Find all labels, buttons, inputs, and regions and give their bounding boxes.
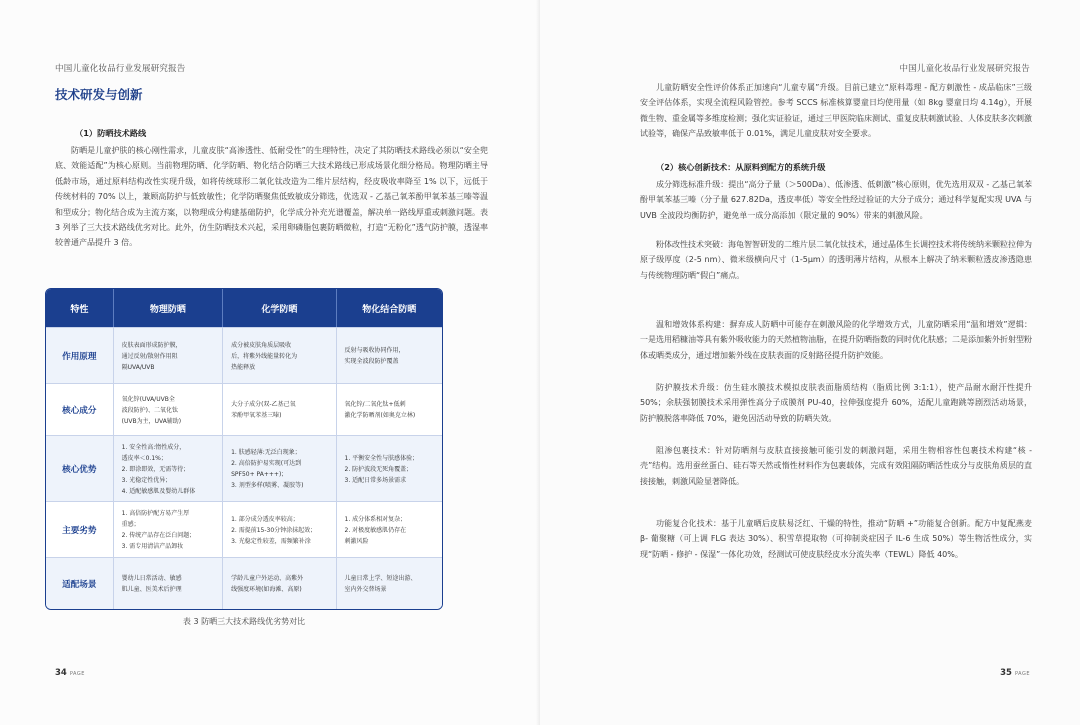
film-block — [640, 380, 1032, 426]
compound-block — [640, 516, 1032, 562]
paragraph-sunscreen: 防晒是儿童护肤的核心刚性需求，儿童皮肤“高渗透性、低耐受性”的生理特性，决定了其防晒技术路线必须以“安全兜底、效能适配”为核心原则。当前物理防晒、化学防晒、物化结合防晒三大技术路线已形成场景化细分格局。物理防晒主导低龄市场，通过原料结构改性实现升级，如将传统球形二氧化钛改造为二维片层结构，经皮吸收率降至 1% 以下，远低于传统材料的 70% 以上，兼顾高防护与低致敏性；化学防晒聚焦低致敏成分筛选，优选双 - 乙基己氧苯酚甲氧苯基三嗪等温和型成分；物化结合成为主流方案，以物理成分构建基础防护，化学成分补充光谱覆盖，解决单一路线厚重或刺激问题。表 3 列举了三大技术路线优劣对比。此外，仿生防晒技术兴起，采用卵磷脂包裹防晒微粒，打造“无粉化”透气防护膜，透湿率较普通产品提升 3 倍。 — [55, 146, 488, 248]
table-cell: 皮肤表面形成防护膜， 通过反射/散射作用阻 隔UVA/UVB — [114, 328, 223, 383]
subhead-innovation: （2）核心创新技术：从原料到配方的系统升级 — [656, 162, 826, 172]
page-number-left: 34 PAGE — [55, 668, 85, 678]
comparison-table — [45, 288, 443, 610]
table-cell: 儿童日常上学、短途出游、 室内外交替场景 — [344, 575, 417, 593]
table-cell: 成分被皮肤角质层吸收 后，将紫外线能量转化为 热能释放 — [223, 328, 336, 383]
table-cell: 1. 肤感轻薄:无泛白现象； 2. 高倍防护易实现(可达到 SPF50+ PA+++)； 3. 剂型多样(喷雾、凝胶等) — [223, 436, 336, 501]
row-label: 主要劣势 — [46, 502, 114, 557]
table-cell: 1. 安全性高:惰性成分， 透皮率＜0.1%； 2. 即涂即效，无需等待； 3. 光稳定性优异； 4. 适配敏感肌及婴幼儿群体 — [114, 436, 223, 501]
page-35 — [540, 0, 1080, 725]
paragraph-safety: 儿童防晒安全性评价体系正加速向“儿童专属”升级。目前已建立“原料毒理 - 配方刺激性 - 成品临床”三级安全评估体系，实现全流程风险管控。参考 SCCS 标准核算婴童日均使用量（如 8kg 婴童日均 4.14g），开展微生物、重金属等多维度检测；强化实证验证，通过三甲医院临床测试、重复皮肤刺激试验、人体皮肤多次刺激试验等，确保产品致敏率低于 0.01%，满足儿童皮肤对安全要求。 — [640, 83, 1032, 139]
safety-eval-block — [640, 80, 1032, 142]
table-cell: 1. 高倍防护配方易产生厚 重感； 2. 传统产品存在泛白问题； 3. 需专用清洁产品卸妆 — [114, 502, 223, 557]
table-header-cell: 特性 — [46, 289, 114, 327]
table-header-cell: 物理防晒 — [114, 289, 223, 327]
innovation-block — [640, 162, 1032, 223]
table-row — [46, 383, 442, 435]
running-head-right: 中国儿童化妆品行业发展研究报告 — [899, 64, 1030, 74]
paragraph-powder: 粉体改性技术突破：海龟智智研发的二维片层二氧化钛技术，通过晶体生长调控技术将传统纳米颗粒拉伸为原子级厚度（2-5 nm）、微米级横向尺寸（1-5μm）的透明薄片结构，从根本上解决了纳米颗粒透皮渗透隐患与传统物理防晒“假白”痛点。 — [640, 240, 1032, 280]
running-head-left: 中国儿童化妆品行业发展研究报告 — [55, 64, 186, 74]
table-row — [46, 435, 442, 501]
table-header-cell: 物化结合防晒 — [362, 304, 417, 315]
row-label: 核心成分 — [46, 384, 114, 435]
section-title: 技术研发与创新 — [55, 87, 143, 102]
table-cell: 1. 部分成分透皮率较高； 2. 需提前15-30分钟涂抹起效； 3. 光稳定性较差，需频繁补涂 — [223, 502, 336, 557]
sunscreen-section — [55, 128, 488, 251]
table-row — [46, 327, 442, 383]
table-cell: 学龄儿童户外运动、高紫外 线强度环境(如海滩、高原) — [223, 558, 336, 609]
encapsulation-block — [640, 443, 1032, 489]
paragraph-synergy: 温和增效体系构建：摒弃成人防晒中可能存在刺激风险的化学增效方式，儿童防晒采用“温和增效”逻辑：一是选用稻糠油等具有紫外吸收能力的天然植物油脂，在提升防晒指数的同时优化肤感；二是添加紫外折射型粉体或晒类成分，通过增加紫外线在皮肤表面的反射路径提升防护效能。 — [640, 320, 1032, 360]
synergy-block — [640, 317, 1032, 363]
table-cell: 氧化锌/二氧化钛+低刺 激化学防晒剂(如奥克立林) — [344, 401, 416, 419]
row-label: 作用原理 — [46, 328, 114, 383]
page-number-right: 35 PAGE — [1000, 668, 1030, 678]
table-header-cell: 化学防晒 — [223, 289, 336, 327]
row-label: 适配场景 — [46, 558, 114, 609]
table-cell: 1. 成分体系相对复杂； 2. 对极度敏感肌仍存在 刺激风险 — [344, 515, 407, 545]
subhead-sunscreen: （1）防晒技术路线 — [75, 128, 147, 138]
table-cell: 反射与吸收协同作用， 实现全波段防护覆盖 — [344, 347, 405, 365]
powder-block — [640, 237, 1032, 283]
table-header — [46, 289, 442, 327]
paragraph-encapsulation: 阻渗包裹技术：针对防晒剂与皮肤直接接触可能引发的刺激问题，采用生物相容性包裹技术构建“核 - 壳”结构。选用蚕丝蛋白、硅石等天然或惰性材料作为包裹载体，完成有效阻隔防晒活性成分与皮肤角质层的直接接触，刺激风险显著降低。 — [640, 446, 1032, 486]
table-cell: 1. 平衡安全性与肤感体验； 2. 防护波段无死角覆盖； 3. 适配日常多场景需求 — [344, 454, 419, 484]
table-cell: 婴幼儿日常活动、敏感 肌儿童、医美术后护理 — [114, 558, 223, 609]
table-cell: 氧化锌(UVA/UVB全 波段防护)、二氧化钛 (UVB为主，UVA辅助) — [114, 384, 223, 435]
row-label: 核心优势 — [46, 436, 114, 501]
paragraph-film: 防护膜技术升级：仿生硅水膜技术模拟皮肤表面脂质结构（脂质比例 3:1:1），使产品耐水耐汗性提升 50%；余肤强韧膜技术采用弹性高分子成膜剂 PU-40，拉伸强度提升 60%，适配儿童跑跳等剧烈活动场景，防护膜脱落率降低 70%，避免因活动导致的防晒失效。 — [640, 383, 1032, 423]
paragraph-compound: 功能复合化技术：基于儿童晒后皮肤易泛红、干燥的特性，推动“防晒 +”功能复合创新。配方中复配燕麦 β- 葡聚糖（可上调 FLG 表达 30%）、积雪草提取物（可抑制炎症因子 IL-6 生成 50%）等生物活性成分，实现“防晒 - 修护 - 保湿”一体化功效，经测试可使皮肤经皮水分流失率（TEWL）降低 40%。 — [640, 519, 1032, 559]
table-row — [46, 557, 442, 609]
paragraph-ingredients: 成分筛选标准升级：提出“高分子量（＞500Da）、低渗透、低刺激”核心原则，优先选用双双 - 乙基己氧苯酚甲氧苯基三嗪（分子量 627.82Da，透皮率低）等安全性经过验证的大分子成分；通过科学复配实现 UVA 与 UVB 全波段均衡防护，避免单一成分高添加（限定量的 90%）带来的刺激风险。 — [640, 180, 1032, 220]
table-caption: 表 3 防晒三大技术路线优劣势对比 — [182, 617, 306, 626]
table-row — [46, 501, 442, 557]
table-body — [46, 327, 442, 609]
table-cell: 大分子成分(双-乙基己氧 苯酚甲氧苯基三嗪) — [223, 384, 336, 435]
